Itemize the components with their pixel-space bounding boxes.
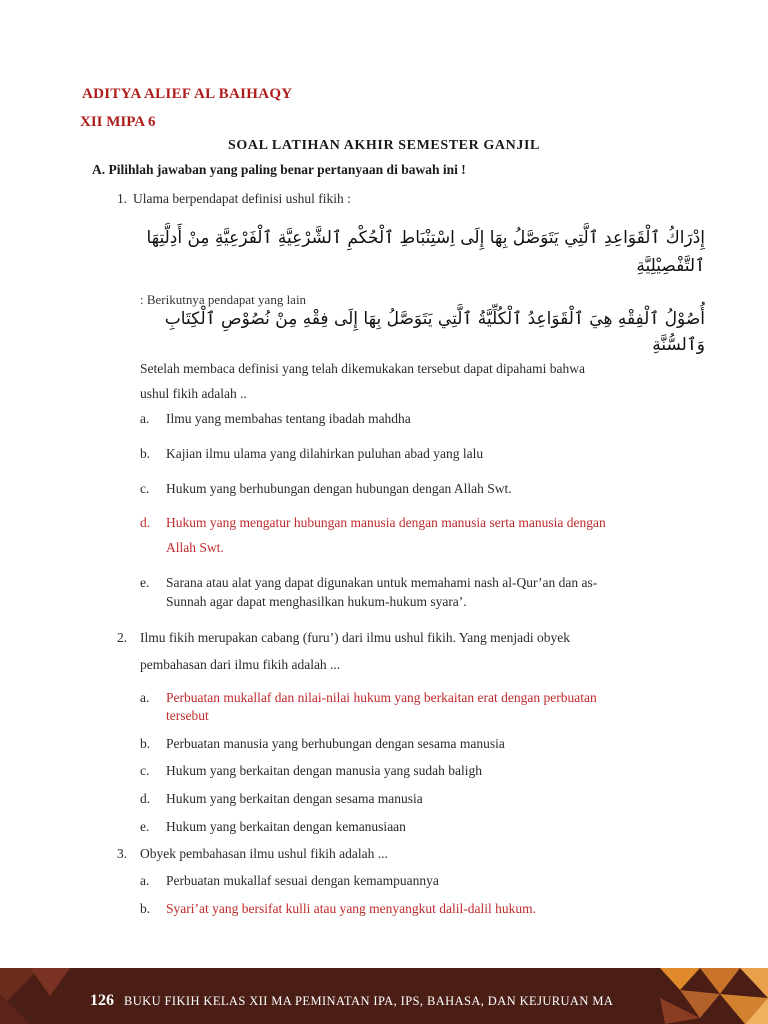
q1-option-e: Sarana atau alat yang dapat digunakan untuk memahami nash al-Qur’an dan as-: [166, 575, 598, 590]
question-1-number: 1.: [117, 191, 128, 206]
question-2-text: Ilmu fikih merupakan cabang (furu’) dari ilmu ushul fikih. Yang menjadi obyek: [140, 630, 571, 645]
page-title: SOAL LATIHAN AKHIR SEMESTER GANJIL: [228, 138, 540, 153]
q2-option-a-answer-cont: tersebut: [166, 708, 209, 723]
q1-option-e-cont: Sunnah agar dapat menghasilkan hukum-hukum syara’.: [166, 594, 467, 609]
q2-option-d: Hukum yang berkaitan dengan sesama manusia: [166, 791, 423, 806]
question-3-number: 3.: [117, 846, 128, 861]
student-name: ADITYA ALIEF AL BAIHAQY: [82, 86, 293, 102]
q1-option-b: Kajian ilmu ulama yang dilahirkan puluhan abad yang lalu: [166, 446, 484, 461]
question-1-conclusion-cont: ushul fikih adalah ..: [140, 386, 247, 401]
q2-option-e-letter: e.: [140, 819, 150, 834]
q2-option-b: Perbuatan manusia yang berhubungan dengan sesama manusia: [166, 736, 505, 751]
q1-option-a-letter: a.: [140, 411, 150, 426]
q3-option-b-letter: b.: [140, 901, 151, 916]
q2-option-a-letter: a.: [140, 690, 150, 705]
q2-option-c-letter: c.: [140, 763, 150, 778]
question-2-text-cont: pembahasan dari ilmu fikih adalah ...: [140, 657, 341, 672]
q1-option-d-answer-cont: Allah Swt.: [166, 540, 224, 555]
book-title: BUKU FIKIH KELAS XII MA PEMINATAN IPA, IPS, BAHASA, DAN KEJURUAN MA: [124, 994, 614, 1008]
q2-option-c: Hukum yang berkaitan dengan manusia yang sudah baligh: [166, 763, 483, 778]
footer-left-triangles: [0, 968, 70, 1024]
arabic-definition-2: أُصُوْلُ ٱلْفِقْهِ هِيَ ٱلْقَوَاعِدُ ٱلْكُلِّيَّةُ ٱلَّتِي يَتَوَصَّلُ بِهَا إِلَى فِقْهِ مِنْ نُصُوْصِ ٱلْكِتَابِ وَٱلسُّنَّةِ: [164, 309, 705, 355]
question-3-text: Obyek pembahasan ilmu ushul fikih adalah ...: [140, 846, 388, 861]
q1-option-c-letter: c.: [140, 481, 150, 496]
other-opinion-note: : Berikutnya pendapat yang lain: [140, 292, 307, 307]
student-class: XII MIPA 6: [80, 114, 156, 130]
q1-option-d-answer: Hukum yang mengatur hubungan manusia dengan manusia serta manusia dengan: [166, 515, 606, 530]
q2-option-a-answer: Perbuatan mukallaf dan nilai-nilai hukum yang berkaitan erat dengan perbuatan: [166, 690, 597, 705]
q1-option-c: Hukum yang berhubungan dengan hubungan dengan Allah Swt.: [166, 481, 512, 496]
page-number: 126: [90, 992, 114, 1009]
question-1-conclusion: Setelah membaca definisi yang telah dikemukakan tersebut dapat dipahami bahwa: [140, 361, 585, 376]
q3-option-a-letter: a.: [140, 873, 150, 888]
q2-option-e: Hukum yang berkaitan dengan kemanusiaan: [166, 819, 406, 834]
q3-option-b-answer: Syari’at yang bersifat kulli atau yang menyangkut dalil-dalil hukum.: [166, 901, 537, 916]
footer-right-triangles: [660, 968, 768, 1024]
question-2-number: 2.: [117, 630, 128, 645]
q2-option-b-letter: b.: [140, 736, 151, 751]
arabic-definition-1: إِدْرَاكُ ٱلْقَوَاعِدِ ٱلَّتِي يَتَوَصَّلُ بِهَا إِلَى اِسْتِنْبَاطِ ٱلْحُكْمِ ٱلشَّرْعِيَّةِ ٱلْفَرْعِيَّةِ مِنْ أَدِلَّتِهَا ٱلتَّفْصِيْلِيَّةِ: [146, 228, 705, 276]
q3-option-a: Perbuatan mukallaf sesuai dengan kemampuannya: [166, 873, 439, 888]
q1-option-b-letter: b.: [140, 446, 151, 461]
q1-option-a: Ilmu yang membahas tentang ibadah mahdha: [166, 411, 411, 426]
q1-option-d-letter: d.: [140, 515, 151, 530]
q2-option-d-letter: d.: [140, 791, 151, 806]
question-1-text: Ulama berpendapat definisi ushul fikih :: [133, 191, 351, 206]
instruction: A. Pilihlah jawaban yang paling benar pertanyaan di bawah ini !: [92, 162, 466, 177]
q1-option-e-letter: e.: [140, 575, 150, 590]
